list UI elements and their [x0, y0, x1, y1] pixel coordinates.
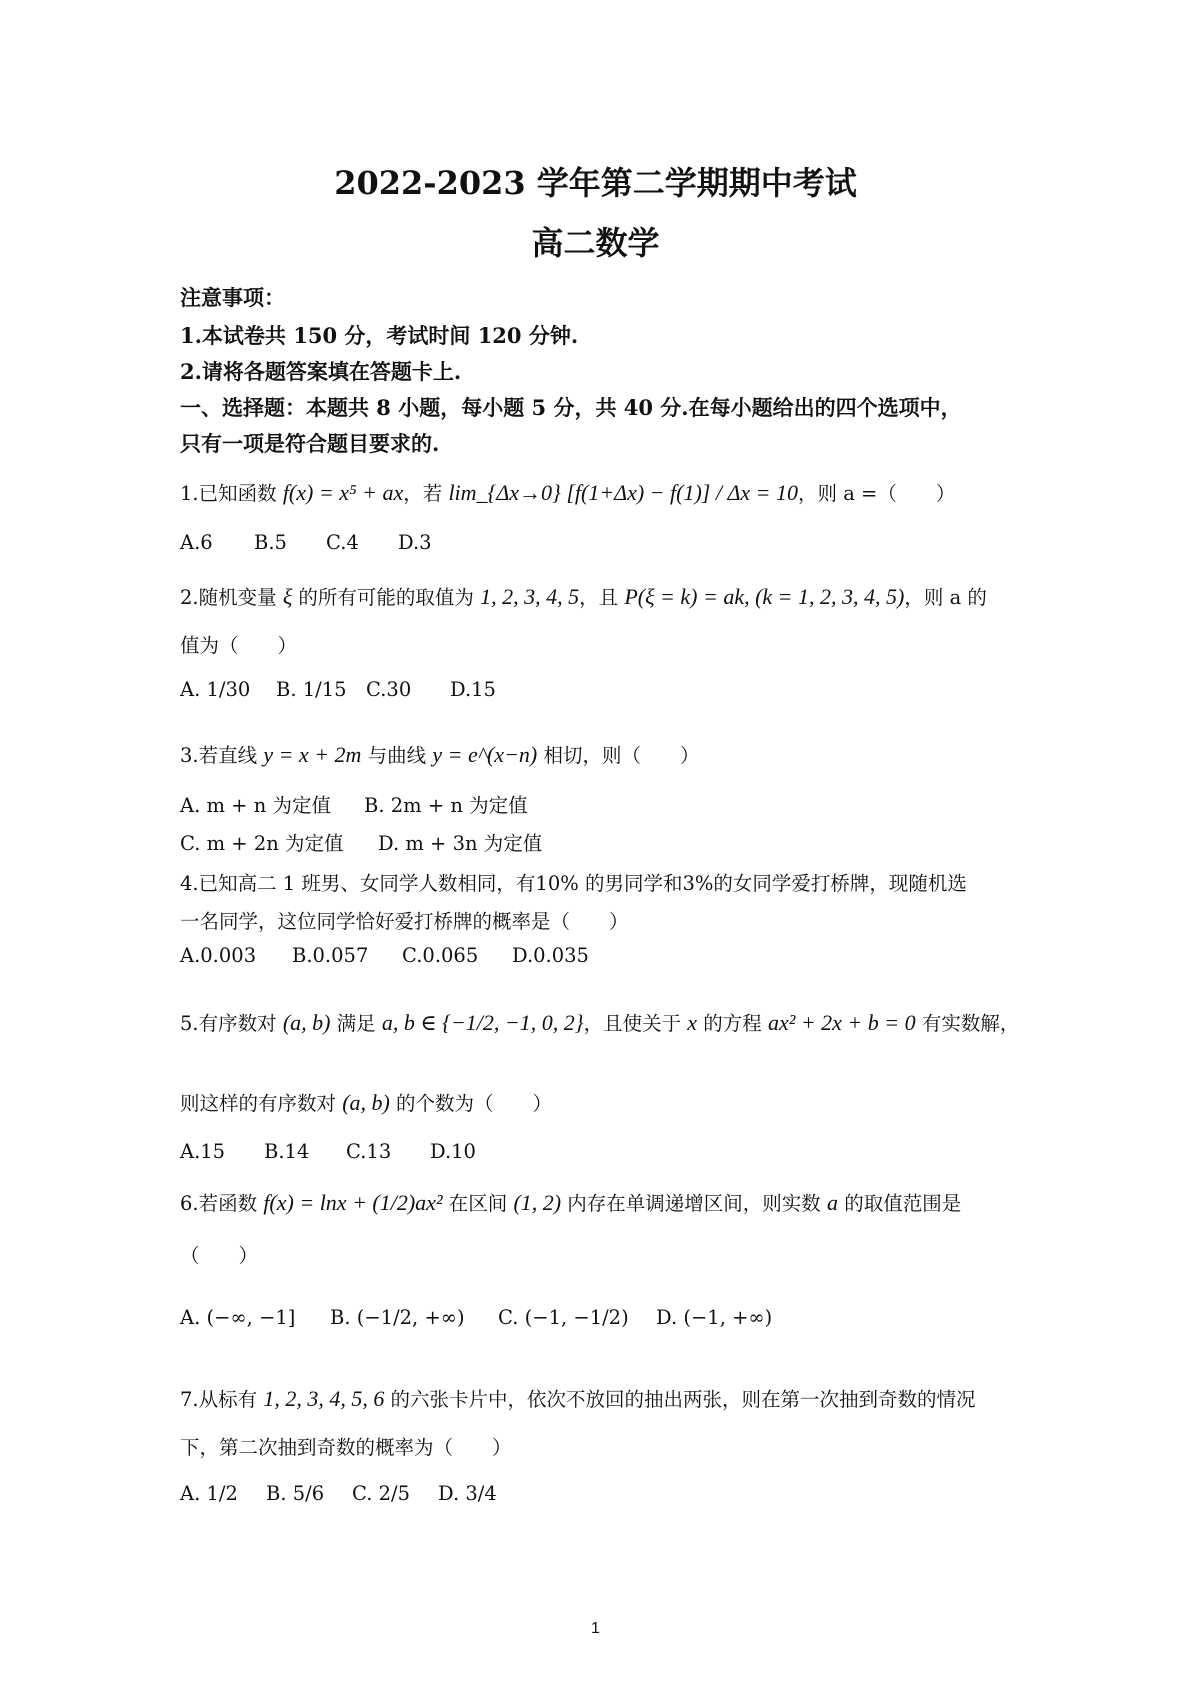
- q1-option-d: D.3: [398, 531, 432, 554]
- question-2: 2.随机变量 ξ 的所有可能的取值为 1, 2, 3, 4, 5，且 P(ξ = k) = ak, (k = 1, 2, 3, 4, 5)，则 a 的: [180, 584, 987, 609]
- limit-expression: lim_{Δx→0} [f(1+Δx) − f(1)] / Δx = 10: [448, 480, 798, 505]
- q5-option-c: C.13: [346, 1140, 392, 1163]
- q6-option-a: A. (−∞, −1]: [180, 1306, 296, 1329]
- q5-option-d: D.10: [430, 1140, 476, 1163]
- question-4-line-1: 4.已知高二 1 班男、女同学人数相同，有10% 的男同学和3%的女同学爱打桥牌，现随机选: [180, 872, 967, 895]
- q7-option-c: C. 2/5: [352, 1482, 411, 1505]
- q1-option-a: A.6: [180, 531, 213, 554]
- q3-option-c: C. m + 2n 为定值: [180, 832, 344, 855]
- q4-option-b: B.0.057: [292, 944, 369, 967]
- question-2-cont: 值为（ ）: [180, 634, 298, 657]
- question-1: 1.已知函数 f(x) = x⁵ + ax，若 lim_{Δx→0} [f(1+Δx) − f(1)] / Δx = 10，则 a =（ ）: [180, 480, 956, 505]
- q3-option-a: A. m + n 为定值: [180, 794, 331, 817]
- q4-option-a: A.0.003: [180, 944, 257, 967]
- q5-option-a: A.15: [180, 1140, 226, 1163]
- question-5: 5.有序数对 (a, b) 满足 a, b ∈ {−1/2, −1, 0, 2}，且使关于 x 的方程 ax² + 2x + b = 0 有实数解，: [180, 1010, 1020, 1035]
- q5-option-b: B.14: [264, 1140, 310, 1163]
- q6-option-d: D. (−1, +∞): [656, 1306, 773, 1329]
- q6-option-c: C. (−1, −1/2): [498, 1306, 629, 1329]
- exam-subject: 高二数学: [531, 224, 660, 262]
- q7-option-b: B. 5/6: [266, 1482, 325, 1505]
- question-7-line-2: 下，第二次抽到奇数的概率为（ ）: [180, 1436, 512, 1459]
- question-6: 6.若函数 f(x) = lnx + (1/2)ax² 在区间 (1, 2) 内存在单调递增区间，则实数 a 的取值范围是: [180, 1190, 962, 1215]
- question-4-line-2: 一名同学，这位同学恰好爱打桥牌的概率是（ ）: [180, 910, 629, 933]
- question-7-line-1: 7.从标有 1, 2, 3, 4, 5, 6 的六张卡片中，依次不放回的抽出两张，则在第一次抽到奇数的情况: [180, 1386, 976, 1411]
- question-3: 3.若直线 y = x + 2m 与曲线 y = e^(x−n) 相切，则（ ）: [180, 742, 700, 767]
- notice-heading: 注意事项：: [180, 285, 285, 310]
- notice-item-1: 1.本试卷共 150 分，考试时间 120 分钟.: [180, 323, 579, 348]
- section-heading-line-1: 一、选择题：本题共 8 小题，每小题 5 分，共 40 分.在每小题给出的四个选项中，: [180, 395, 962, 420]
- q2-option-d: D.15: [450, 678, 496, 701]
- q7-option-d: D. 3/4: [438, 1482, 497, 1505]
- q2-option-b: B. 1/15: [276, 678, 347, 701]
- q3-option-d: D. m + 3n 为定值: [378, 832, 543, 855]
- q1-option-b: B.5: [254, 531, 287, 554]
- question-5-cont: 则这样的有序数对 (a, b) 的个数为（ ）: [180, 1090, 553, 1115]
- q4-option-c: C.0.065: [402, 944, 479, 967]
- q7-option-a: A. 1/2: [180, 1482, 238, 1505]
- q3-option-b: B. 2m + n 为定值: [364, 794, 528, 817]
- question-6-cont: （ ）: [180, 1244, 259, 1267]
- q2-option-c: C.30: [366, 678, 412, 701]
- q2-option-a: A. 1/30: [180, 678, 251, 701]
- section-heading-line-2: 只有一项是符合题目要求的.: [180, 431, 440, 456]
- notice-item-2: 2.请将各题答案填在答题卡上.: [180, 359, 462, 384]
- q6-option-b: B. (−1/2, +∞): [330, 1306, 465, 1329]
- exam-title: 2022-2023 学年第二学期期中考试: [334, 164, 857, 202]
- q4-option-d: D.0.035: [512, 944, 589, 967]
- q1-option-c: C.4: [326, 531, 359, 554]
- page-number: 1: [591, 1620, 600, 1637]
